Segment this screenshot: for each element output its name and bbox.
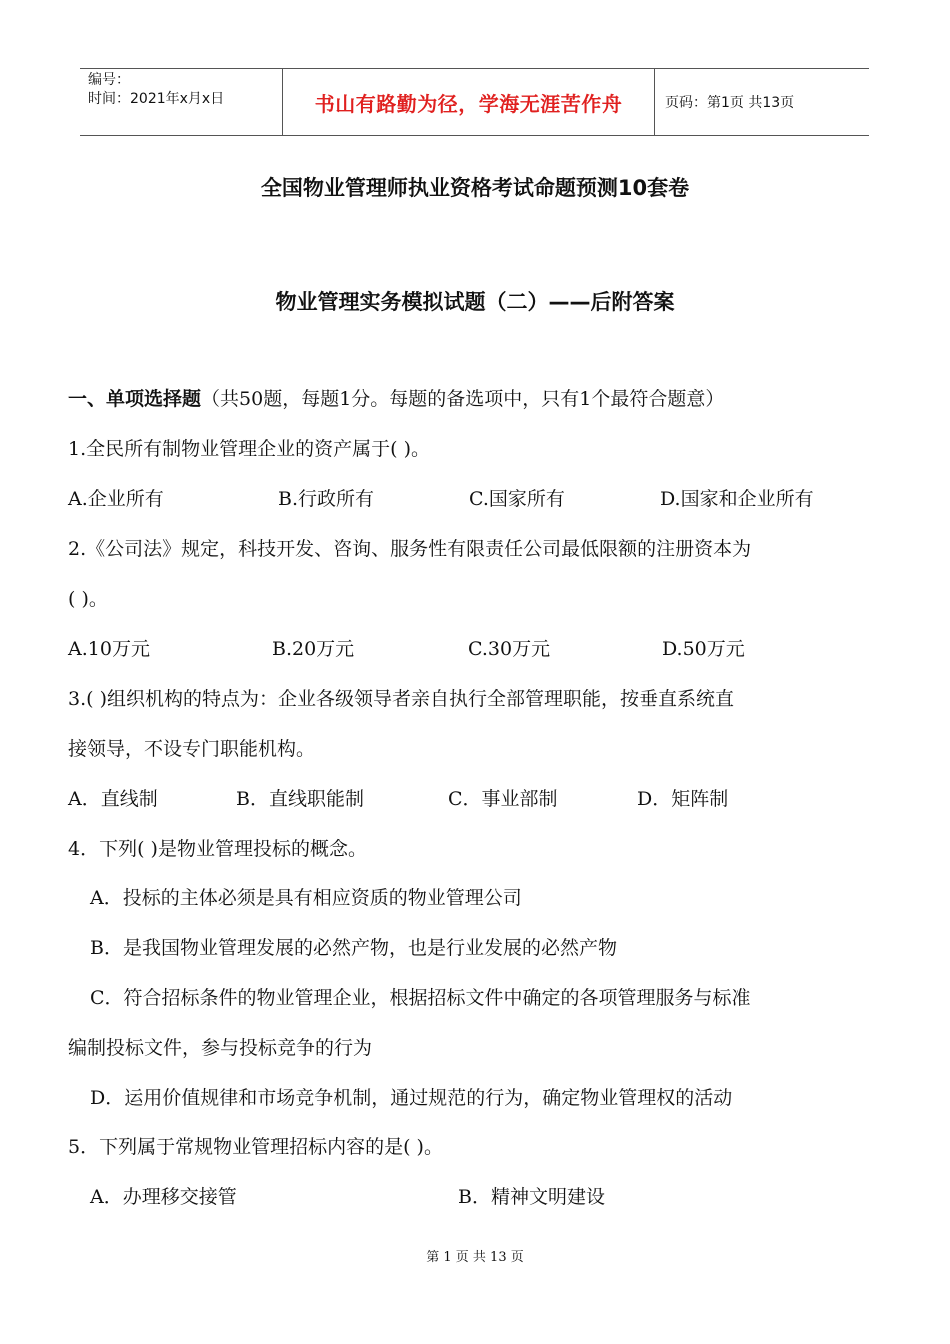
question-5-stem: 5．下列属于常规物业管理招标内容的是( )。 [68,1136,443,1158]
question-2-option-b: B.20万元 [272,638,355,660]
header-motto: 书山有路勤为径，学海无涯苦作舟 [282,69,655,135]
question-5-option-b: B．精神文明建设 [458,1186,605,1208]
section-note: （共50题，每题1分。每题的备选项中，只有1个最符合题意） [201,388,725,410]
question-1-option-c: C.国家所有 [469,488,565,510]
question-4-option-c-continued: 编制投标文件，参与投标竞争的行为 [68,1037,373,1059]
page-header [80,68,869,136]
question-3-option-c: C．事业部制 [448,788,558,810]
question-1-option-d: D.国家和企业所有 [660,488,814,510]
time-label: 时间：2021年x月x日 [88,91,225,107]
document-title: 全国物业管理师执业资格考试命题预测10套卷 [260,176,690,200]
section-heading: 一、单项选择题 [68,388,202,410]
header-meta [80,69,282,135]
question-2-stem-line-1: 2.《公司法》规定，科技开发、咨询、服务性有限责任公司最低限额的注册资本为 [68,538,752,560]
question-2-stem-line-2: ( )。 [68,588,108,610]
number-label: 编号： [88,72,130,88]
header-page-info: 页码：第1页 共13页 [665,95,795,111]
page-footer: 第 1 页 共 13 页 [426,1250,524,1265]
question-5-option-a: A．办理移交接管 [90,1186,237,1208]
question-3-stem-line-2: 接领导，不设专门职能机构。 [68,738,316,760]
question-4-option-b: B．是我国物业管理发展的必然产物，也是行业发展的必然产物 [90,937,617,959]
question-2-option-a: A.10万元 [68,638,150,660]
question-4-option-a: A．投标的主体必须是具有相应资质的物业管理公司 [90,887,522,909]
question-3-stem-line-1: 3.( )组织机构的特点为：企业各级领导者亲自执行全部管理职能，按垂直系统直 [68,688,734,710]
question-4-option-c: C．符合招标条件的物业管理企业，根据招标文件中确定的各项管理服务与标准 [90,987,751,1009]
question-3-option-b: B．直线职能制 [236,788,364,810]
question-3-option-d: D．矩阵制 [637,788,729,810]
question-3-option-a: A．直线制 [68,788,158,810]
question-1-stem: 1.全民所有制物业管理企业的资产属于( )。 [68,438,430,460]
question-1-option-a: A.企业所有 [68,488,164,510]
question-2-option-d: D.50万元 [662,638,745,660]
question-4-option-d: D．运用价值规律和市场竞争机制，通过规范的行为，确定物业管理权的活动 [90,1087,733,1109]
question-2-option-c: C.30万元 [468,638,551,660]
section-heading-line [68,386,724,412]
document-subtitle: 物业管理实务模拟试题（二）——后附答案 [275,290,675,314]
question-4-stem: 4．下列( )是物业管理投标的概念。 [68,838,367,860]
question-1-option-b: B.行政所有 [278,488,375,510]
